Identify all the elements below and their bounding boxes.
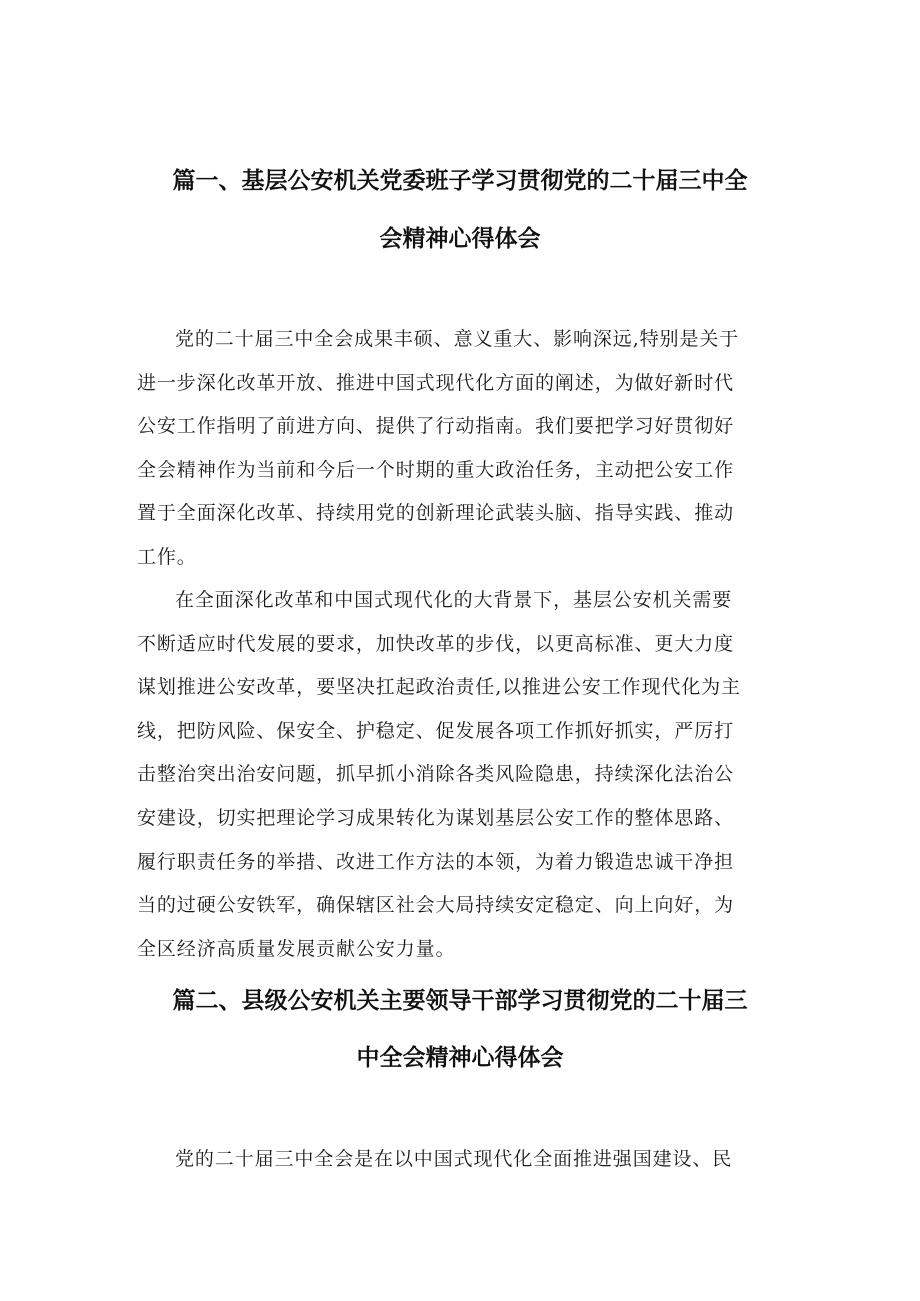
- paragraph-line: 击整治突出治安问题，抓早抓小消除各类风险隐患，持续深化法治公: [137, 763, 735, 786]
- section-1-paragraph-2: [137, 579, 791, 971]
- section-1-title-line-2: 会精神心得体会: [379, 226, 541, 252]
- paragraph-line: 进一步深化改革开放、推进中国式现代化方面的阐述，为做好新时代: [137, 371, 735, 394]
- section-2-title-line-1: 篇二、县级公安机关主要领导干部学习贯彻党的二十届三: [172, 988, 748, 1014]
- paragraph-line: 当的过硬公安铁军，确保辖区社会大局持续安定稳定、向上向好，为: [137, 894, 735, 917]
- section-1-title-line-1: 篇一、基层公安机关党委班子学习贯彻党的二十届三中全: [172, 168, 748, 194]
- paragraph-line: 线，把防风险、保安全、护稳定、促发展各项工作抓好抓实，严厉打: [137, 719, 735, 742]
- paragraph-line: 履行职责任务的举措、改进工作方法的本领，为着力锻造忠诚干净担: [137, 850, 735, 873]
- paragraph-line: 全会精神作为当前和今后一个时期的重大政治任务，主动把公安工作: [137, 458, 735, 481]
- paragraph-line: 在全面深化改革和中国式现代化的大背景下，基层公安机关需要: [175, 589, 733, 611]
- section-2-paragraph-1: [137, 1138, 791, 1182]
- paragraph-line: 不断适应时代发展的要求，加快改革的步伐，以更高标准、更大力度: [137, 632, 735, 655]
- paragraph-line: 谋划推进公安改革，要坚决扛起政治责任,以推进公安工作现代化为主: [137, 676, 741, 699]
- paragraph-line: 全区经济高质量发展贡献公安力量。: [137, 937, 456, 960]
- section-2-title-line-2: 中全会精神心得体会: [356, 1045, 564, 1071]
- paragraph-line: 党的二十届三中全会成果丰硕、意义重大、影响深远,特别是关于: [175, 328, 740, 350]
- section-1-paragraph-1: [137, 318, 791, 580]
- paragraph-line: 安建设，切实把理论学习成果转化为谋划基层公安工作的整体思路、: [137, 806, 735, 829]
- paragraph-line: 党的二十届三中全会是在以中国式现代化全面推进强国建设、民: [175, 1148, 733, 1170]
- paragraph-line: 置于全面深化改革、持续用党的创新理论武装头脑、指导实践、推动: [137, 502, 735, 525]
- paragraph-line: 公安工作指明了前进方向、提供了行动指南。我们要把学习好贯彻好: [137, 415, 735, 438]
- paragraph-line: 工作。: [137, 545, 197, 568]
